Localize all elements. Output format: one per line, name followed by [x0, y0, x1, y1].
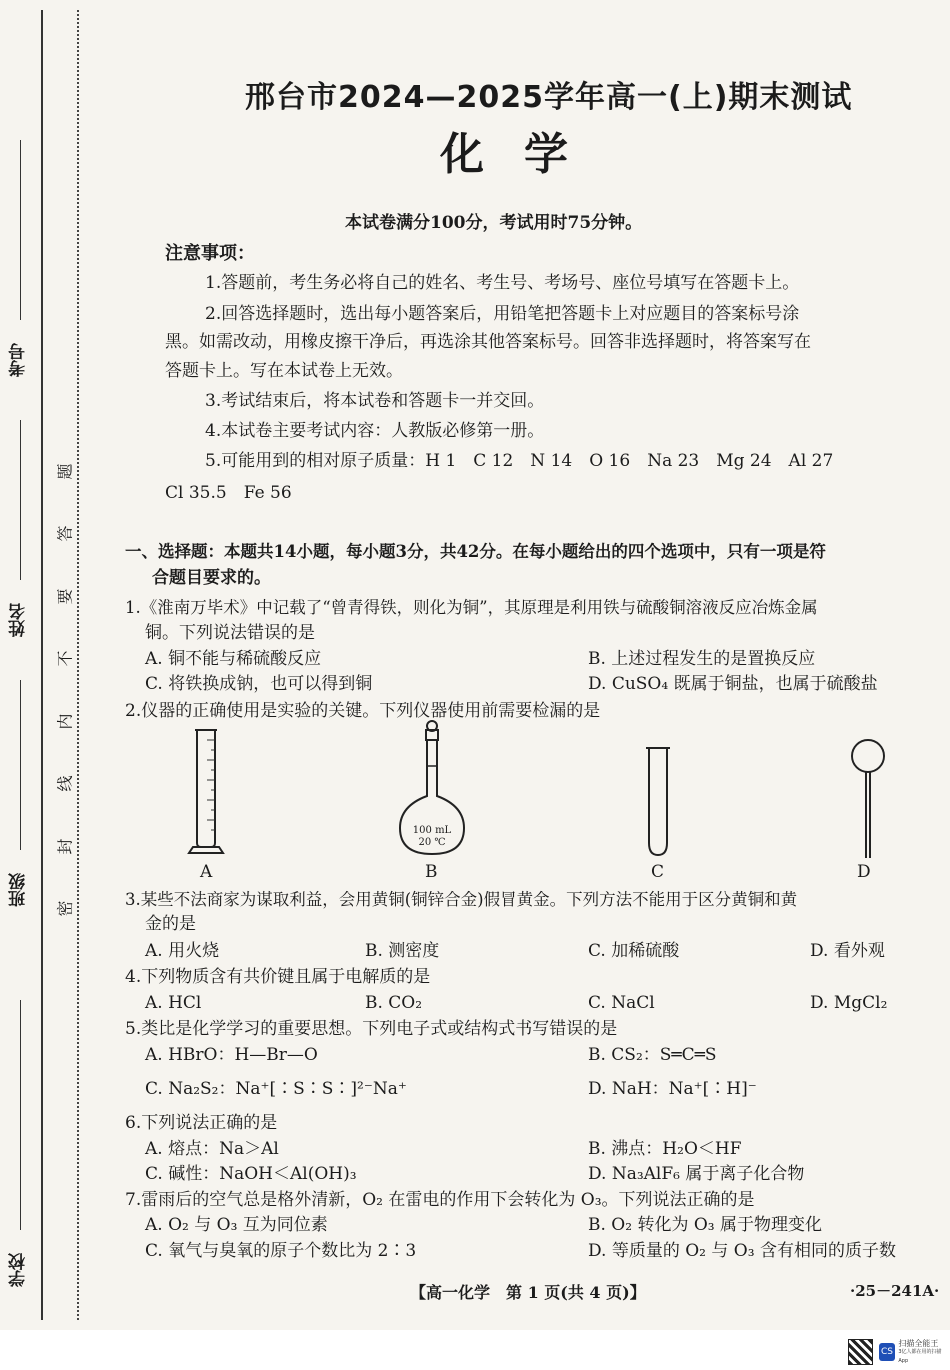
- exam-title: 邢台市2024—2025学年高一(上)期末测试: [245, 80, 853, 115]
- q7-option-b: B. O₂ 转化为 O₃ 属于物理变化: [588, 1215, 823, 1235]
- q5-stem: 5.类比是化学学习的重要思想。下列电子式或结构式书写错误的是: [125, 1019, 618, 1039]
- test-tube-icon: [643, 745, 673, 860]
- seal-word: 线: [55, 775, 75, 792]
- q3-option-b: B. 测密度: [365, 941, 440, 961]
- name-label: 姓名: [9, 603, 29, 637]
- flask-volume-text: 100 mL: [412, 825, 452, 836]
- school-label: 学校: [9, 1253, 29, 1287]
- q3-option-d: D. 看外观: [810, 941, 885, 961]
- q1-stem-line1: 1.《淮南万毕术》中记载了“曾青得铁，则化为铜”，其原理是利用铁与硫酸铜溶液反应冶炼金属: [125, 598, 818, 617]
- exam-no-label: 考号: [9, 343, 29, 377]
- paper-code: ·25－241A·: [850, 1282, 940, 1300]
- seal-word: 内: [55, 713, 75, 730]
- dropping-funnel-icon: [845, 736, 891, 861]
- seal-warning: [52, 460, 76, 920]
- seal-word: 不: [55, 650, 75, 667]
- q6-option-a: A. 熔点：Na＞Al: [145, 1139, 279, 1159]
- notice-item-5-line2: Cl 35.5 Fe 56: [165, 483, 292, 503]
- q6-option-d: D. Na₃AlF₆ 属于离子化合物: [588, 1164, 805, 1184]
- q6-option-c: C. 碱性：NaOH＜Al(OH)₃: [145, 1164, 357, 1184]
- seal-word: 答: [55, 525, 75, 542]
- q1-option-b: B. 上述过程发生的是置换反应: [588, 649, 816, 669]
- q2-label-a: A: [200, 862, 213, 882]
- name-blank: [20, 420, 22, 580]
- camscanner-logo-icon: CS: [879, 1343, 896, 1361]
- q7-option-a: A. O₂ 与 O₃ 互为同位素: [145, 1215, 328, 1235]
- q4-option-a: A. HCl: [145, 993, 202, 1013]
- scanner-text: [898, 1339, 948, 1366]
- seal-dotted-line: [77, 10, 80, 1320]
- graduated-cylinder-icon: [185, 725, 235, 860]
- seal-word: 要: [55, 588, 75, 605]
- q4-option-d: D. MgCl₂: [810, 993, 888, 1013]
- notice-item-3: 3.考试结束后，将本试卷和答题卡一并交回。: [205, 391, 545, 411]
- q7-option-c: C. 氧气与臭氧的原子个数比为 2∶3: [145, 1241, 417, 1261]
- score-info: 本试卷满分100分，考试用时75分钟。: [345, 213, 643, 233]
- school-blank: [20, 1000, 22, 1230]
- flask-temp-text: 20 ℃: [418, 837, 446, 848]
- page-footer: [0, 1278, 950, 1304]
- q3-option-a: A. 用火烧: [145, 941, 220, 961]
- page-number: 【高一化学 第 1 页(共 4 页)】: [410, 1283, 646, 1302]
- q7-option-d: D. 等质量的 O₂ 与 O₃ 含有相同的质子数: [588, 1241, 896, 1261]
- exam-subject: 化学: [440, 129, 608, 180]
- q3-option-c: C. 加稀硫酸: [588, 941, 680, 961]
- flask-label: [400, 825, 464, 849]
- notice-item-5-line1: 5.可能用到的相对原子质量：H 1 C 12 N 14 O 16 Na 23 Mg 24 Al 27: [205, 451, 834, 471]
- q2-stem: 2.仪器的正确使用是实验的关键。下列仪器使用前需要检漏的是: [125, 701, 601, 721]
- scan-strip: [0, 1330, 950, 1370]
- q5-option-b: B. CS₂：S═C═S: [588, 1045, 717, 1065]
- q6-stem: 6.下列说法正确的是: [125, 1113, 278, 1133]
- qr-code-icon: [848, 1339, 873, 1365]
- scanner-app-name: 扫描全能王: [898, 1338, 939, 1348]
- binding-line: [41, 10, 43, 1320]
- scanner-watermark: [848, 1338, 948, 1366]
- notice-item-2-line1: 2.回答选择题时，选出每小题答案后，用铅笔把答题卡上对应题目的答案标号涂: [205, 304, 800, 324]
- q1-option-d: D. CuSO₄ 既属于铜盐，也属于硫酸盐: [588, 674, 878, 694]
- seal-word: 封: [55, 838, 75, 855]
- exam-no-blank: [20, 140, 22, 320]
- q2-label-c: C: [651, 862, 665, 882]
- q7-stem: 7.雷雨后的空气总是格外清新，O₂ 在雷电的作用下会转化为 O₃。下列说法正确的是: [125, 1190, 755, 1210]
- q3-stem-line2: 金的是: [145, 914, 196, 934]
- q3-stem-line1: 3.某些不法商家为谋取利益，会用黄铜(铜锌合金)假冒黄金。下列方法不能用于区分黄铜和黄: [125, 890, 798, 909]
- notice-item-1: 1.答题前，考生务必将自己的姓名、考生号、考场号、座位号填写在答题卡上。: [205, 273, 800, 293]
- q1-option-c: C. 将铁换成钠，也可以得到铜: [145, 674, 373, 694]
- notice-heading: 注意事项：: [165, 243, 255, 264]
- section1-heading-line2: 合题目要求的。: [152, 568, 271, 588]
- notice-item-2-line3: 答题卡上。写在本试卷上无效。: [165, 361, 403, 381]
- notice-item-4: 4.本试卷主要考试内容：人教版必修第一册。: [205, 421, 545, 441]
- q4-option-c: C. NaCl: [588, 993, 655, 1013]
- q2-label-b: B: [425, 862, 438, 882]
- notice-item-2-line2: 黑。如需改动，用橡皮擦干净后，再选涂其他答案标号。回答非选择题时，将答案写在: [165, 332, 811, 352]
- q5-option-c: C. Na₂S₂：Na⁺[∶S∶S∶]²⁻Na⁺: [145, 1079, 407, 1099]
- section1-heading-line1: 一、选择题：本题共14小题，每小题3分，共42分。在每小题给出的四个选项中，只有一项是符: [125, 542, 826, 561]
- q4-option-b: B. CO₂: [365, 993, 423, 1013]
- class-label: 班级: [9, 873, 29, 907]
- q4-stem: 4.下列物质含有共价键且属于电解质的是: [125, 967, 431, 987]
- q5-option-a: A. HBrO：H—Br—O: [145, 1045, 318, 1065]
- q1-stem-line2: 铜。下列说法错误的是: [145, 623, 315, 643]
- seal-word: 题: [55, 463, 75, 480]
- q2-label-d: D: [857, 862, 871, 882]
- scanner-tagline: 3亿人都在用的扫描App: [898, 1348, 942, 1364]
- q1-option-a: A. 铜不能与稀硫酸反应: [145, 649, 322, 669]
- seal-word: 密: [55, 900, 75, 917]
- q5-option-d: D. NaH：Na⁺[∶H]⁻: [588, 1079, 757, 1099]
- q6-option-b: B. 沸点：H₂O＜HF: [588, 1139, 742, 1159]
- class-blank: [20, 680, 22, 850]
